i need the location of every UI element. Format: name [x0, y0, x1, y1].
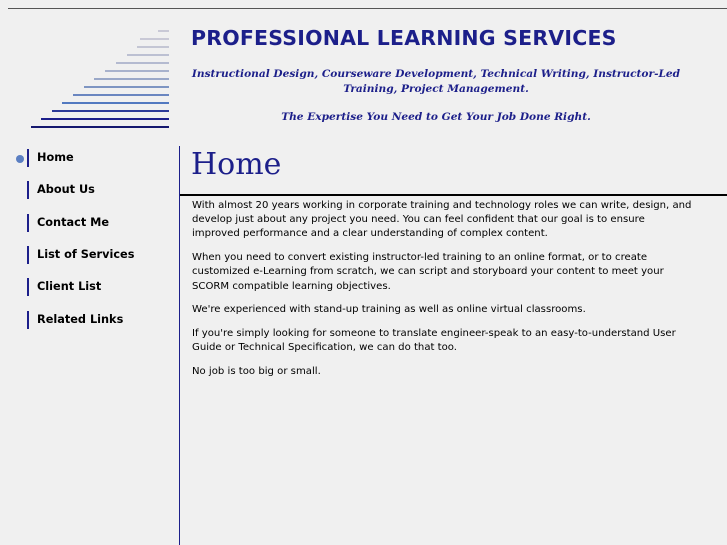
nav-item-about-us[interactable]: About Us: [27, 181, 95, 199]
sidebar-divider: [179, 146, 180, 545]
nav-item-client-list[interactable]: Client List: [27, 278, 101, 296]
active-bullet-icon: [16, 155, 24, 163]
nav-item-contact-me[interactable]: Contact Me: [27, 214, 109, 232]
content-paragraph: With almost 20 years working in corporate training and technology roles we can write, design, and develop just about any project you need. You can feel confident that our goal is to ensure improved performance and a clear understanding of complex content.: [192, 200, 692, 240]
content-paragraph: When you need to convert existing instructor-led training to an online format, or to create customized e-Learning from scratch, we can script and storyboard your content to meet your SCORM compatible learning objectives.: [192, 252, 664, 292]
nav-item-list-of-services[interactable]: List of Services: [27, 246, 134, 264]
site-tagline: Instructional Design, Courseware Development, Technical Writing, Instructor-Led Training, Project Management.: [191, 68, 681, 95]
content-paragraph: If you're simply looking for someone to translate engineer-speak to an easy-to-understand User Guide or Technical Specification, we can do that too.: [192, 327, 676, 354]
site-motto: The Expertise You Need to Get Your Job Done Right.: [281, 111, 591, 123]
nav-item-related-links[interactable]: Related Links: [27, 311, 123, 329]
page-title: Home: [191, 147, 282, 182]
site-title: PROFESSIONAL LEARNING SERVICES: [191, 26, 617, 50]
nav-item-home[interactable]: Home: [27, 149, 74, 167]
logo-stripes: [0, 0, 180, 135]
main-content: [192, 199, 692, 389]
content-paragraph: No job is too big or small.: [192, 365, 321, 377]
content-paragraph: We're experienced with stand-up training as well as online virtual classrooms.: [192, 304, 586, 316]
heading-divider: [180, 194, 727, 196]
